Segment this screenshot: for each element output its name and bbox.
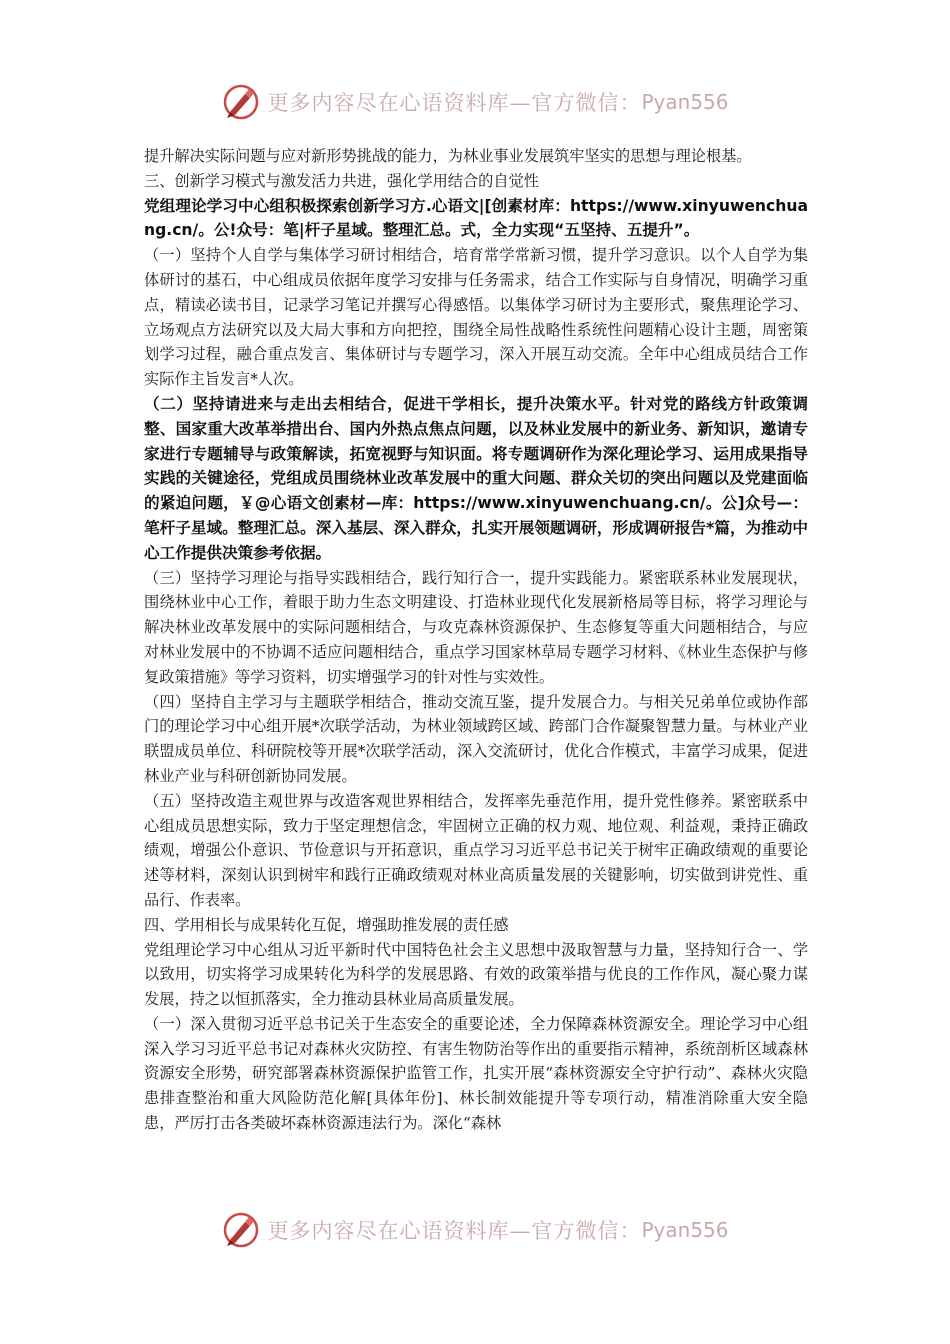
header-watermark-banner <box>0 80 950 124</box>
paragraph-8: 党组理论学习中心组从习近平新时代中国特色社会主义思想中汲取智慧与力量，坚持知行合一、学以致用，切实将学习成果转化为科学的发展思路、有效的政策举措与优良的工作作风，凝心聚力谋发展，持之以恒抓落实，全力推动县林业局高质量发展。 <box>144 940 808 1009</box>
section-heading-4: 四、学用相长与成果转化互促，增强助推发展的责任感 <box>144 915 509 934</box>
banner-text: 更多内容尽在心语资料库—官方微信： <box>267 91 642 115</box>
pen-logo-icon <box>221 82 261 122</box>
banner-wechat-id: Pyan556 <box>641 90 729 114</box>
paragraph-3: （一）坚持个人自学与集体学习研讨相结合，培育常学常新习惯，提升学习意识。以个人自学为集体研讨的基石，中心组成员依据年度学习安排与任务需求，结合工作实际与自身情况，明确学习重点，精读必读书目，记录学习笔记并撰写心得感悟。以集体学习研讨为主要形式，聚焦理论学习、立场观点方法研究以及大局大事和方向把控，围绕全局性战略性系统性问题精心设计主题，周密策划学习过程，融合重点发言、集体研讨与专题学习，深入开展互动交流。全年中心组成员结合工作实际作主旨发言*人次。 <box>144 246 808 389</box>
paragraph-1: 提升解决实际问题与应对新形势挑战的能力，为林业事业发展筑牢坚实的思想与理论根基。 <box>144 147 752 165</box>
pen-logo-icon <box>221 1210 261 1250</box>
paragraph-6: （四）坚持自主学习与主题联学相结合，推动交流互鉴，提升发展合力。与相关兄弟单位或协作部门的理论学习中心组开展*次联学活动，为林业领域跨区域、跨部门合作凝聚智慧力量。与林业产业联盟成员单位、科研院校等开展*次联学活动，深入交流研讨，优化合作模式，丰富学习成果，促进林业产业与科研创新协同发展。 <box>144 692 808 785</box>
section-heading-3: 三、创新学习模式与激发活力共进，强化学用结合的自觉性 <box>144 171 539 190</box>
banner-wechat-id: Pyan556 <box>641 1218 729 1242</box>
footer-watermark-banner <box>0 1208 950 1252</box>
document-body <box>144 144 808 1136</box>
banner-text: 更多内容尽在心语资料库—官方微信： <box>267 1219 642 1243</box>
paragraph-5: （三）坚持学习理论与指导实践相结合，践行知行合一，提升实践能力。紧密联系林业发展现状，围绕林业中心工作，着眼于助力生态文明建设、打造林业现代化发展新格局等目标，将学习理论与解决林业改革发展中的实际问题相结合，与攻克森林资源保护、生态修复等重大问题相结合，与应对林业发展中的不协调不适应问题相结合，重点学习国家林草局专题学习材料、《林业生态保护与修复政策措施》等学习资料，切实增强学习的针对性与实效性。 <box>144 568 808 686</box>
paragraph-9: （一）深入贯彻习近平总书记关于生态安全的重要论述，全力保障森林资源安全。理论学习中心组深入学习习近平总书记对森林火灾防控、有害生物防治等作出的重要指示精神，系统剖析区域森林资源安全形势，研究部署森林资源保护监管工作，扎实开展“森林资源安全守护行动”、森林火灾隐患排查整治和重大风险防范化解[具体年份]、林长制效能提升等专项行动，精准消除重大安全隐患，严厉打击各类破坏森林资源违法行为。深化“森林 <box>144 1014 808 1133</box>
paragraph-2-bold: 党组理论学习中心组积极探索创新学习方.心语文|[创素材库：https://www.xinyuwenchuang.cn/。公!众号：笔|杆子星域。整理汇总。式，全力实现“五坚持、五提升”。 <box>144 196 808 240</box>
paragraph-4-bold: （二）坚持请进来与走出去相结合，促进干学相长，提升决策水平。针对党的路线方针政策调整、国家重大改革举措出台、国内外热点焦点问题，以及林业发展中的新业务、新知识，邀请专家进行专题辅导与政策解读，拓宽视野与知识面。将专题调研作为深化理论学习、运用成果指导实践的关键途径，党组成员围绕林业改革发展中的重大问题、群众关切的突出问题以及党建面临的紧迫问题，￥@心语文创素材—库：https://www.xinyuwenchuang.cn/。公]众号—：笔杆子星域。整理汇总。深入基层、深入群众，扎实开展领题调研，形成调研报告*篇，为推动中心工作提供决策参考依据。 <box>144 394 808 562</box>
paragraph-7: （五）坚持改造主观世界与改造客观世界相结合，发挥率先垂范作用，提升党性修养。紧密联系中心组成员思想实际，致力于坚定理想信念，牢固树立正确的权力观、地位观、利益观，秉持正确政绩观，增强公仆意识、节俭意识与开拓意识，重点学习习近平总书记关于树牢正确政绩观的重要论述等材料，深刻认识到树牢和践行正确政绩观对林业高质量发展的关键影响，切实做到讲党性、重品行、作表率。 <box>144 791 808 909</box>
